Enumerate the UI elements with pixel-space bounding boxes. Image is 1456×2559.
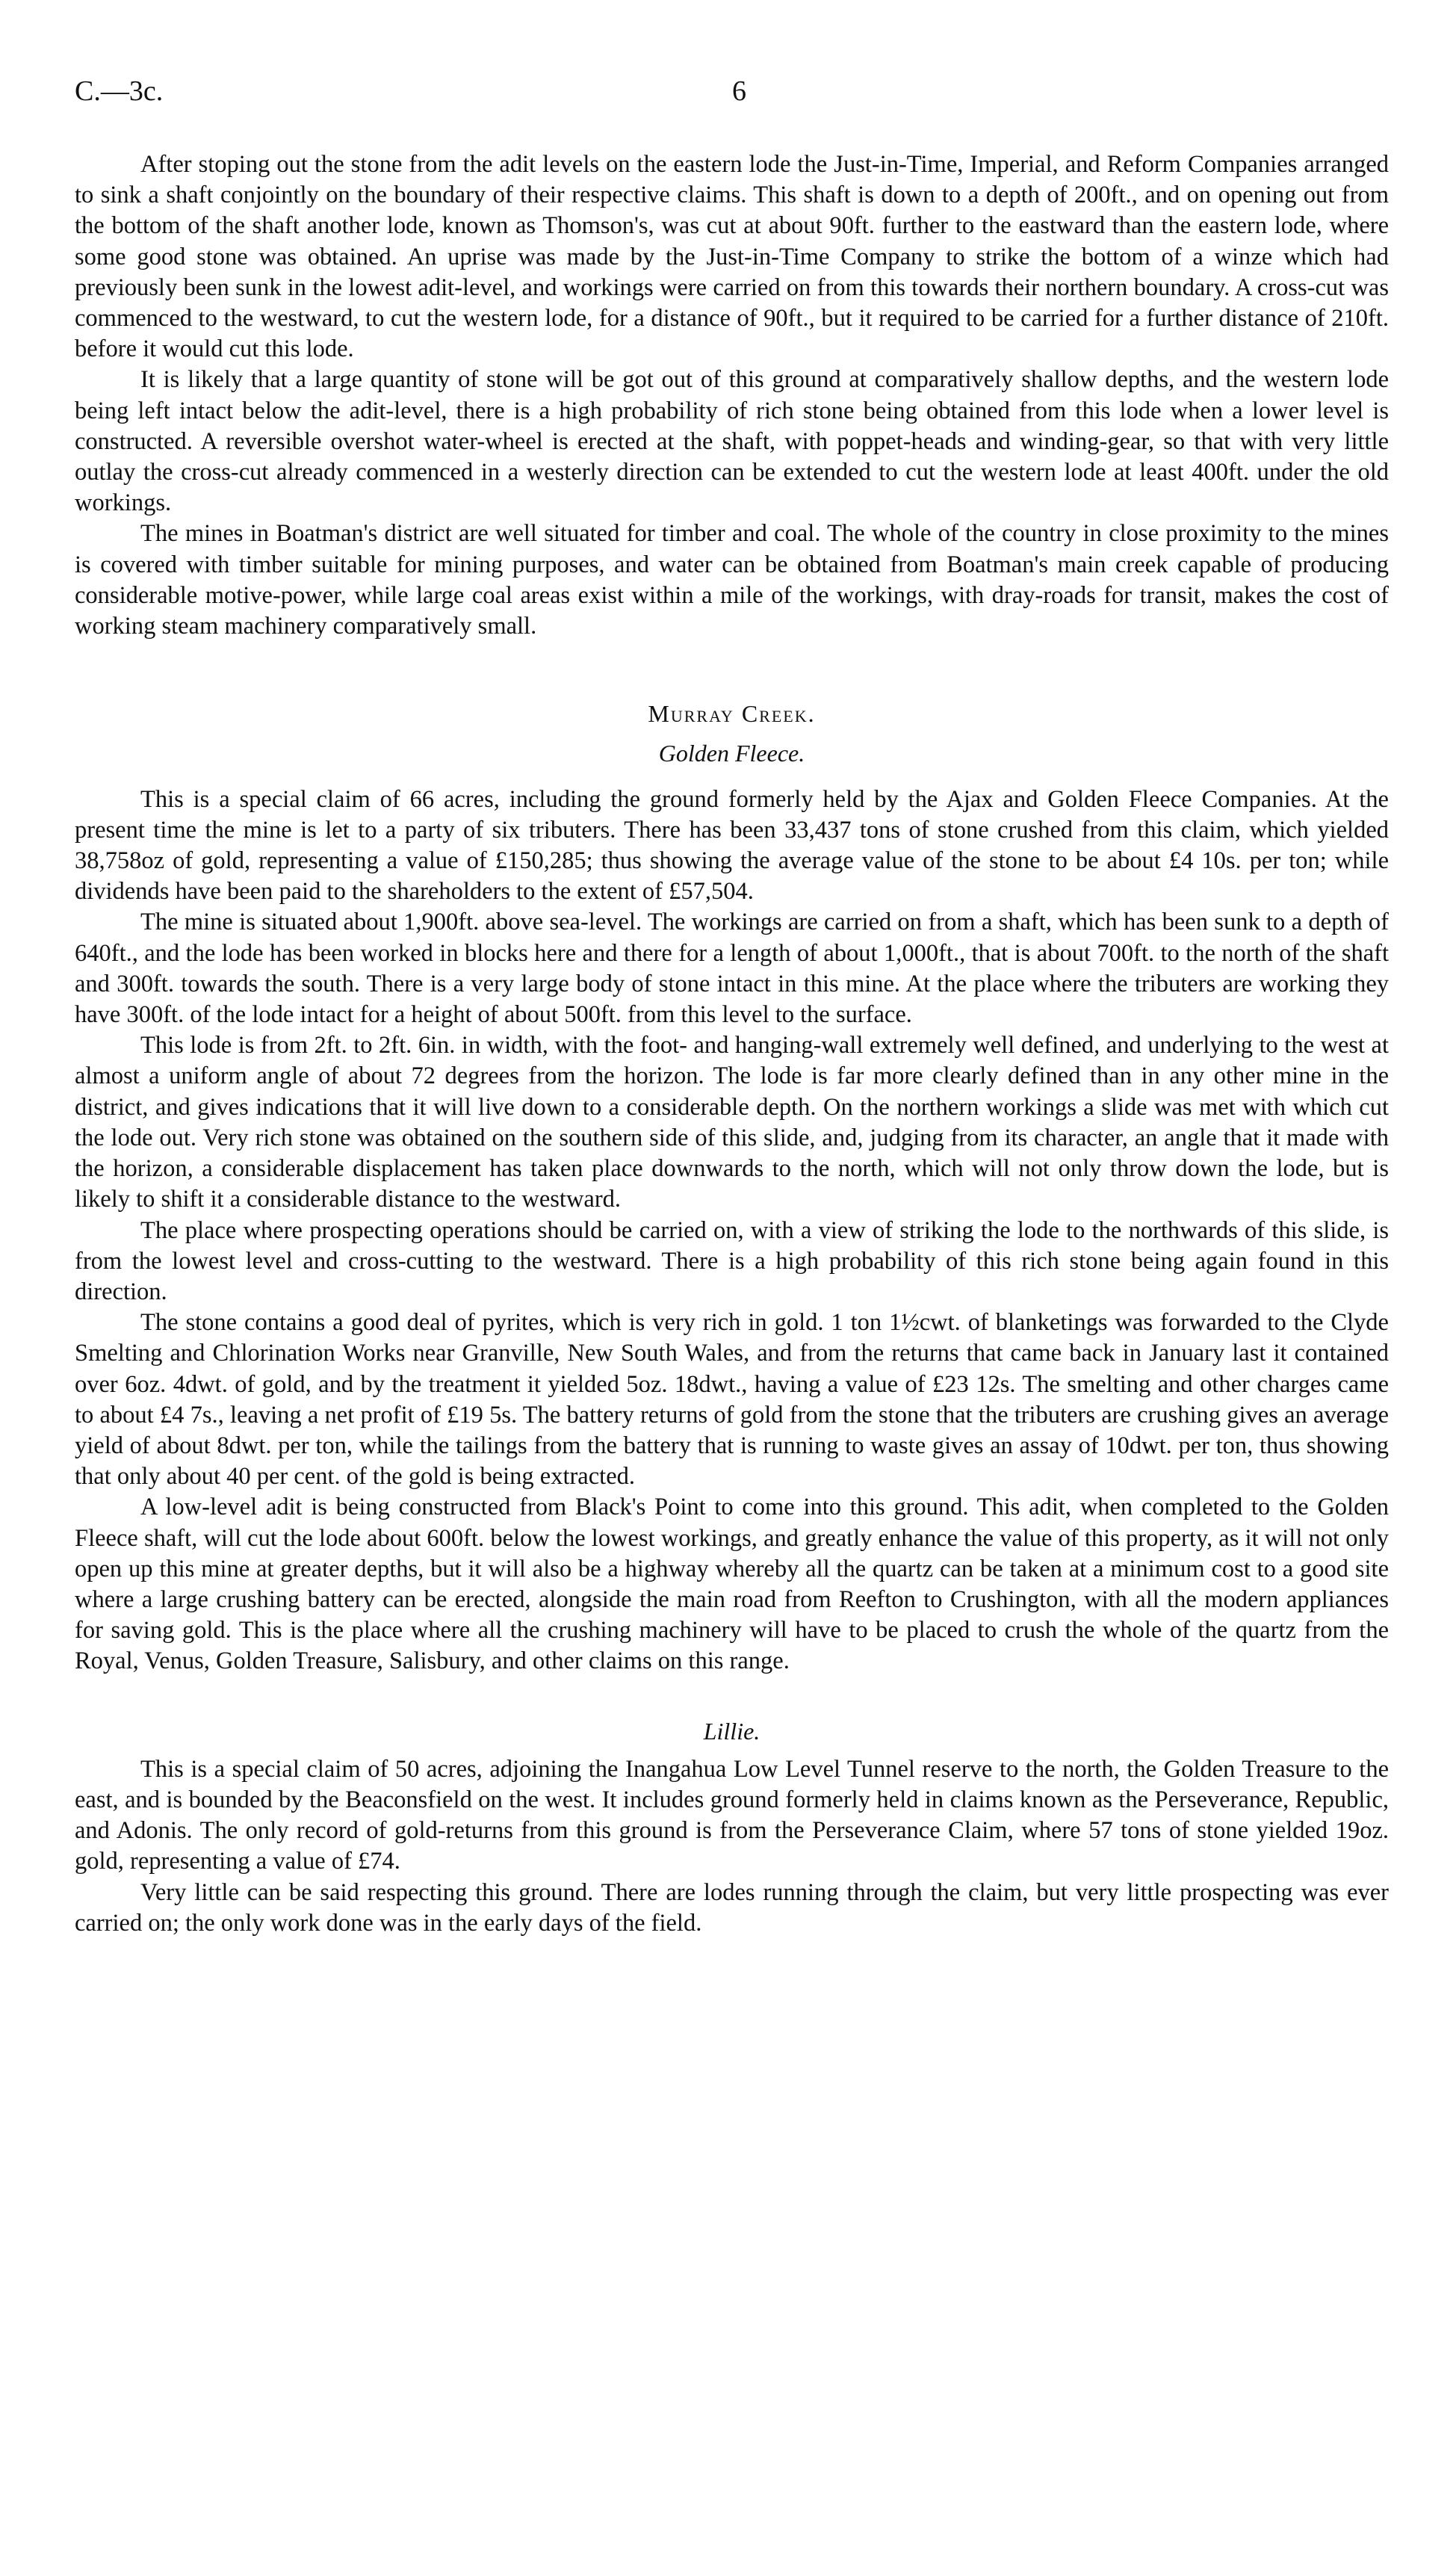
paragraph: The mine is situated about 1,900ft. above sea-level. The workings are carried on from a shaft, which has been sunk to a depth of 640ft., and the lode has been worked in blocks here and there for a length of about 1,000ft., that is about 700ft. to the north of the shaft and 300ft. towards the south. There is a very large body of stone intact in this mine. At the place where the tributers are working they have 300ft. of the lode intact for a height of about 500ft. from this level to the surface. xyxy=(75,909,1389,1029)
paragraph: This is a special claim of 50 acres, adjoining the Inangahua Low Level Tunnel reserve to the north, the Golden Treasure to the east, and is bounded by the Beaconsfield on the west. It includes ground formerly held in claims known as the Perseverance, Republic, and Adonis. The only record of gold-returns from this ground is from the Perseverance Claim, where 57 tons of stone yielded 19oz. gold, representing a value of £74. xyxy=(75,1755,1389,1875)
paragraph: It is likely that a large quantity of stone will be got out of this ground at comparatively shallow depths, and the western lode being left intact below the adit-level, there is a high probability of rich stone being obtained from this lode when a lower level is constructed. A reversible overshot water-wheel is erected at the shaft, with poppet-heads and winding-gear, so that with very little outlay the cross-cut already commenced in a westerly direction can be extended to cut the western lode at least 400ft. under the old workings. xyxy=(75,366,1389,517)
paragraph: This lode is from 2ft. to 2ft. 6in. in width, with the foot- and hanging-wall extremely well defined, and underlying to the west at almost a uniform angle of about 72 degrees from the horizon. The lode is far more clearly defined than in any other mine in the district, and gives indications that it will live down to a considerable depth. On the northern workings a slide was met with which cut the lode out. Very rich stone was obtained on the southern side of this slide, and, judging from its character, an angle that it made with the horizon, a considerable displacement has taken place downwards to the north, which will not only throw down the lode, but is likely to shift it a considerable distance to the westward. xyxy=(75,1032,1389,1213)
golden-fleece-section xyxy=(75,738,1389,1677)
paragraph: The stone contains a good deal of pyrites, which is very rich in gold. 1 ton 1½cwt. of blanketings was forwarded to the Clyde Smelting and Chlorination Works near Granville, New South Wales, and from the returns that came back in January last it contained over 6oz. 4dwt. of gold, and by the treatment it yielded 5oz. 18dwt., having a value of £23 12s. The smelting and other charges came to about £4 7s., leaving a net profit of £19 5s. The battery returns of gold from the stone that the tributers are crushing gives an average yield of about 8dwt. per ton, while the tailings from the battery that is running to waste gives an assay of 10dwt. per ton, thus showing that only about 40 per cent. of the gold is being extracted. xyxy=(75,1309,1389,1491)
paragraph: The mines in Boatman's district are well situated for timber and coal. The whole of the country in close proximity to the mines is covered with timber suitable for mining purposes, and water can be obtained from Boatman's main creek capable of producing considerable motive-power, while large coal areas exist within a mile of the workings, with dray-roads for transit, makes the cost of working steam machinery comparatively small. xyxy=(75,520,1389,640)
section-heading: Murray Creek. xyxy=(648,700,816,728)
page-number: 6 xyxy=(732,75,746,107)
paragraph: The place where prospecting operations should be carried on, with a view of striking the lode to the northwards of this slide, is from the lowest level and cross-cutting to the westward. There is a high probability of this rich stone being again found in this direction. xyxy=(75,1216,1389,1305)
lillie-section xyxy=(75,1716,1389,1939)
paragraph: This is a special claim of 66 acres, including the ground formerly held by the Ajax and Golden Fleece Companies. At the present time the mine is let to a party of six tributers. There has been 33,437 tons of stone crushed from this claim, which yielded 38,758oz of gold, representing a value of £150,285; thus showing the average value of the stone to be about £4 10s. per ton; while dividends have been paid to the shareholders to the extent of £57,504. xyxy=(75,785,1389,906)
paragraph: A low-level adit is being constructed from Black's Point to come into this ground. This adit, when completed to the Golden Fleece shaft, will cut the lode about 600ft. below the lowest workings, and greatly enhance the value of this property, as it will not only open up this mine at greater depths, but it will also be a highway whereby all the quartz can be taken at a minimum cost to a good site where a large crushing battery can be erected, alongside the main road from Reefton to Crushington, with all the modern appliances for saving gold. This is the place where all the crushing machinery will have to be placed to crush the whole of the quartz from the Royal, Venus, Golden Treasure, Salisbury, and other claims on this range. xyxy=(75,1494,1389,1675)
document-code: C.—3c. xyxy=(75,75,164,107)
paragraph: After stoping out the stone from the adit levels on the eastern lode the Just-in-Time, Imperial, and Reform Companies arranged to sink a shaft conjointly on the boundary of their respective claims. This shaft is down to a depth of 200ft., and on opening out from the bottom of the shaft another lode, known as Thomson's, was cut at about 90ft. further to the eastward than the eastern lode, where some good stone was obtained. An uprise was made by the Just-in-Time Company to strike the bottom of a winze which had previously been sunk in the lowest adit-level, and workings were carried on from this towards their northern boundary. A cross-cut was commenced to the westward, to cut the western lode, for a distance of 90ft., but it required to be carried for a further distance of 210ft. before it would cut this lode. xyxy=(75,151,1389,363)
paragraph: Very little can be said respecting this ground. There are lodes running through the claim, but very little prospecting was ever carried on; the only work done was in the early days of the field. xyxy=(75,1878,1389,1937)
intro-section xyxy=(75,149,1389,642)
subsection-heading: Golden Fleece. xyxy=(658,740,805,767)
subsection-heading: Lillie. xyxy=(703,1717,760,1745)
page-header xyxy=(75,75,1389,120)
document-body xyxy=(75,149,1389,1939)
